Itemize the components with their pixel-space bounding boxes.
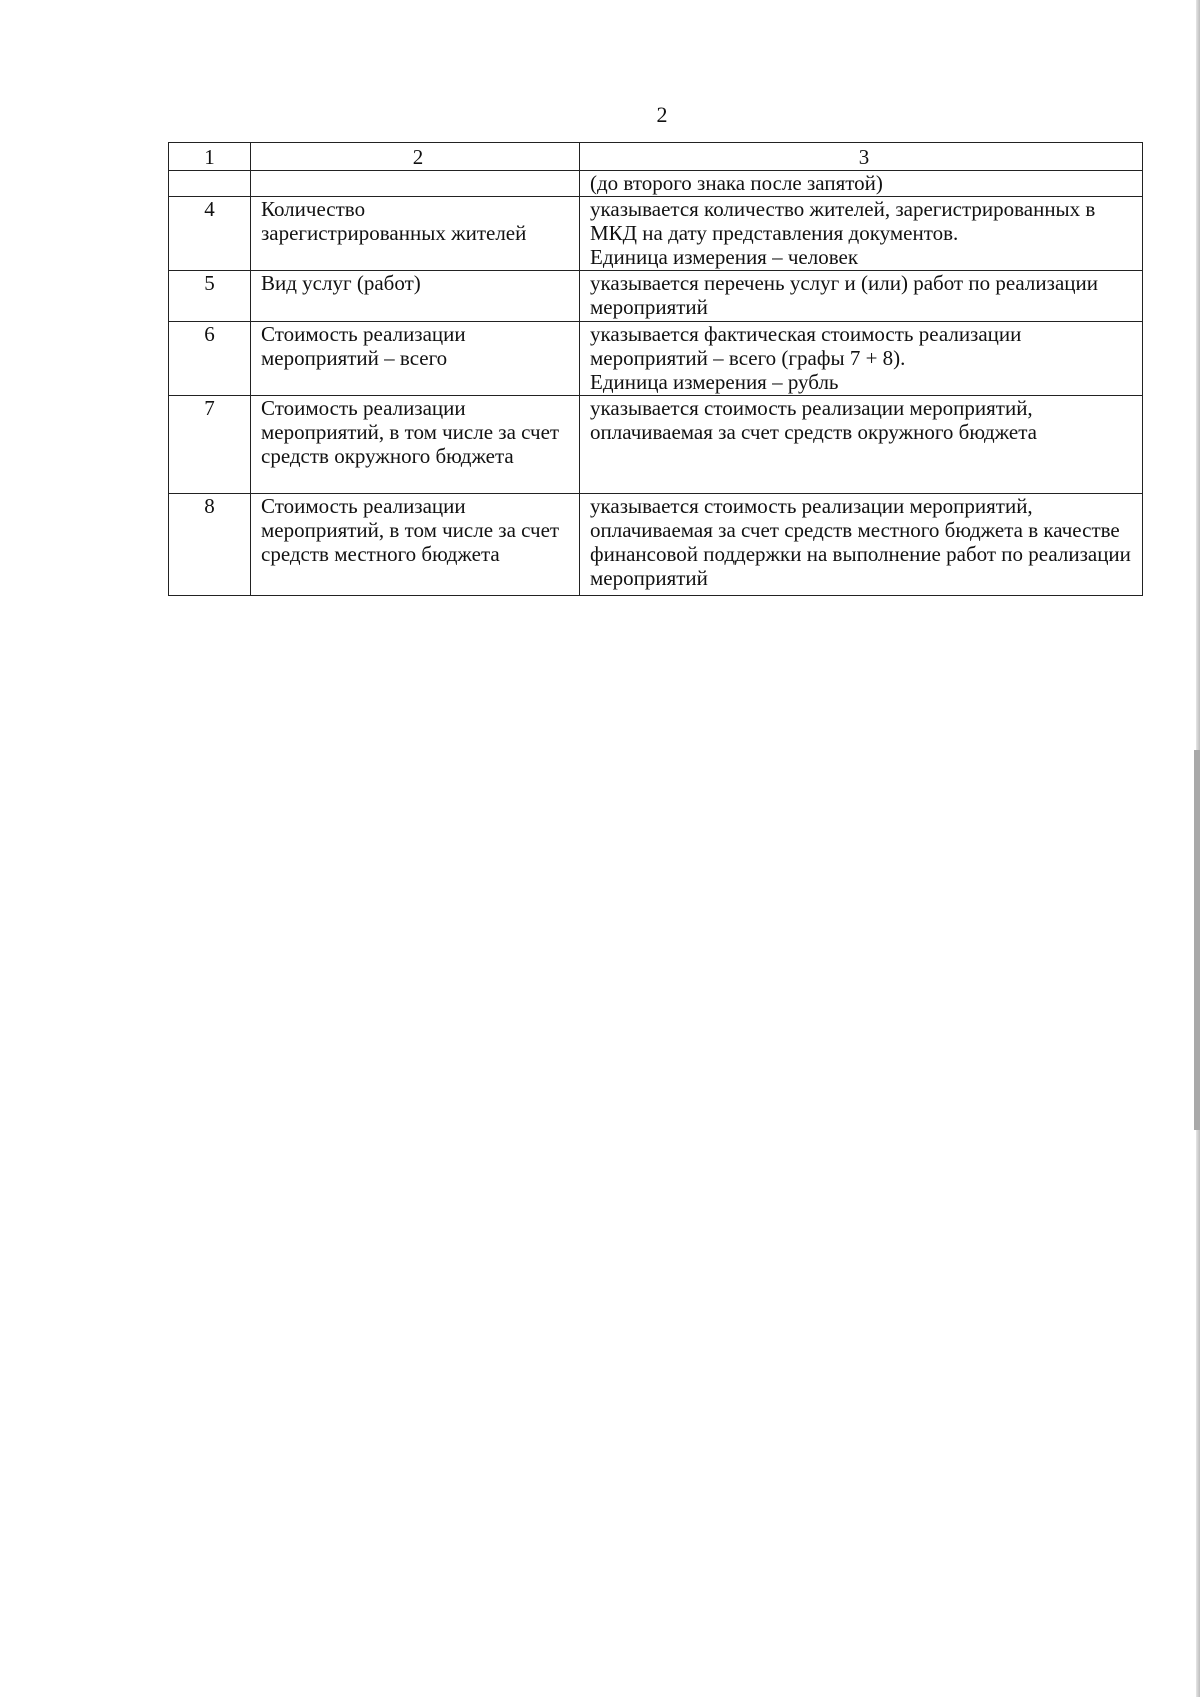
table-row [169,171,1143,197]
table-row [169,396,1143,494]
row-number: 7 [169,396,251,494]
row-description: указывается фактическая стоимость реализации мероприятий – всего (графы 7 + 8). Единица измерения – рубль [580,322,1143,396]
row-indicator: Стоимость реализации мероприятий – всего [251,322,580,396]
column-number-3: 3 [580,143,1143,171]
table-header-row [169,143,1143,171]
document-table [168,142,1143,596]
row-indicator: Количество зарегистрированных жителей [251,197,580,271]
table-row [169,322,1143,396]
table-row [169,197,1143,271]
table-row [169,494,1143,596]
row-indicator: Стоимость реализации мероприятий, в том числе за счет средств местного бюджета [251,494,580,596]
column-number-1: 1 [169,143,251,171]
page-number: 2 [656,102,668,127]
row-indicator: Стоимость реализации мероприятий, в том числе за счет средств окружного бюджета [251,396,580,494]
table-row [169,271,1143,322]
row-number: 4 [169,197,251,271]
row-number: 6 [169,322,251,396]
scan-edge-mark [1194,750,1200,1130]
row-description: указывается перечень услуг и (или) работ по реализации мероприятий [580,271,1143,322]
row-number [169,171,251,197]
row-number: 8 [169,494,251,596]
row-indicator [251,171,580,197]
row-description: указывается стоимость реализации мероприятий, оплачиваемая за счет средств местного бюджета в качестве финансовой поддержки на выполнение работ по реализации мероприятий [580,494,1143,596]
row-description: указывается количество жителей, зарегистрированных в МКД на дату представления документов. Единица измерения – человек [580,197,1143,271]
column-number-2: 2 [251,143,580,171]
row-description: (до второго знака после запятой) [580,171,1143,197]
row-indicator: Вид услуг (работ) [251,271,580,322]
row-number: 5 [169,271,251,322]
row-description: указывается стоимость реализации мероприятий, оплачиваемая за счет средств окружного бюджета [580,396,1143,494]
